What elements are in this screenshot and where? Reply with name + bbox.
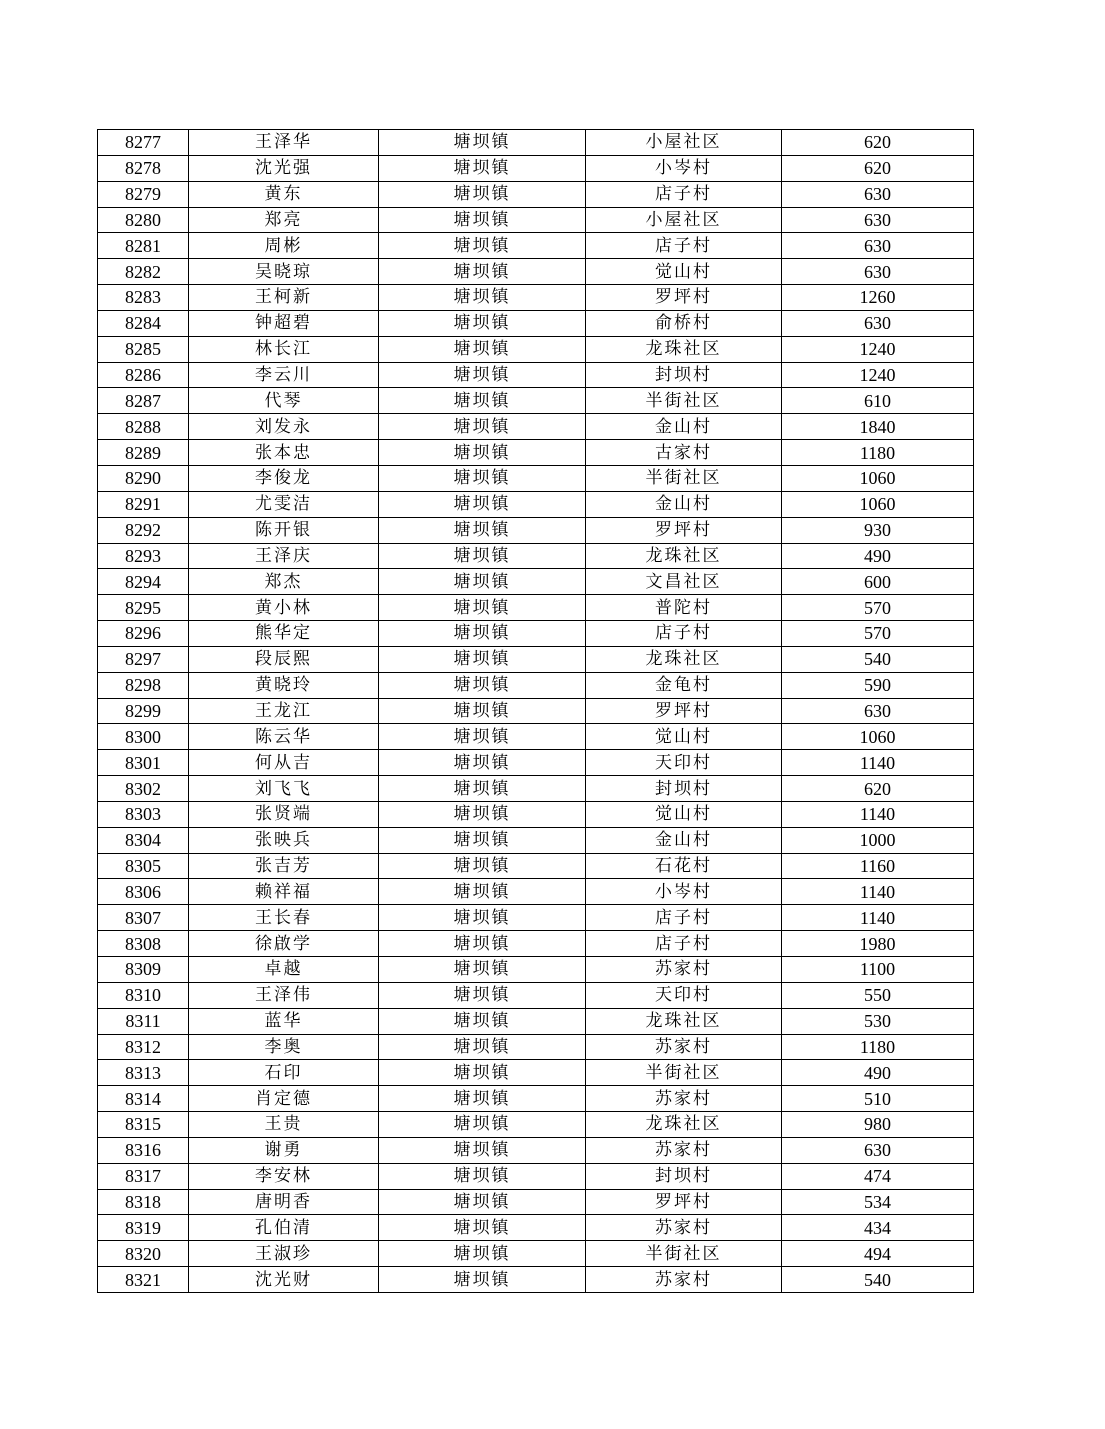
name-cell: 李俊龙 <box>189 465 379 491</box>
village-cell: 金山村 <box>586 491 782 517</box>
amount-cell: 630 <box>782 310 974 336</box>
name-cell: 王龙江 <box>189 698 379 724</box>
name-cell: 何从吉 <box>189 750 379 776</box>
amount-cell: 930 <box>782 517 974 543</box>
serial-number-cell: 8320 <box>98 1241 189 1267</box>
name-cell: 熊华定 <box>189 621 379 647</box>
serial-number-cell: 8314 <box>98 1086 189 1112</box>
table-row <box>98 672 974 698</box>
table-row <box>98 698 974 724</box>
name-cell: 张本忠 <box>189 440 379 466</box>
table-row <box>98 931 974 957</box>
amount-cell: 534 <box>782 1189 974 1215</box>
amount-cell: 630 <box>782 233 974 259</box>
town-cell: 塘坝镇 <box>379 155 586 181</box>
town-cell: 塘坝镇 <box>379 853 586 879</box>
table-row <box>98 1137 974 1163</box>
table-row <box>98 1034 974 1060</box>
amount-cell: 1240 <box>782 362 974 388</box>
serial-number-cell: 8289 <box>98 440 189 466</box>
serial-number-cell: 8297 <box>98 646 189 672</box>
serial-number-cell: 8285 <box>98 336 189 362</box>
village-cell: 苏家村 <box>586 1086 782 1112</box>
village-cell: 天印村 <box>586 982 782 1008</box>
table-row <box>98 1189 974 1215</box>
town-cell: 塘坝镇 <box>379 414 586 440</box>
town-cell: 塘坝镇 <box>379 1137 586 1163</box>
town-cell: 塘坝镇 <box>379 181 586 207</box>
amount-cell: 540 <box>782 1267 974 1293</box>
amount-cell: 550 <box>782 982 974 1008</box>
town-cell: 塘坝镇 <box>379 801 586 827</box>
serial-number-cell: 8311 <box>98 1008 189 1034</box>
serial-number-cell: 8296 <box>98 621 189 647</box>
village-cell: 小屋社区 <box>586 207 782 233</box>
village-cell: 金龟村 <box>586 672 782 698</box>
amount-cell: 1240 <box>782 336 974 362</box>
name-cell: 代琴 <box>189 388 379 414</box>
serial-number-cell: 8281 <box>98 233 189 259</box>
serial-number-cell: 8307 <box>98 905 189 931</box>
name-cell: 石印 <box>189 1060 379 1086</box>
village-cell: 天印村 <box>586 750 782 776</box>
name-cell: 刘发永 <box>189 414 379 440</box>
town-cell: 塘坝镇 <box>379 1112 586 1138</box>
roster-table <box>97 129 974 1293</box>
village-cell: 封坝村 <box>586 776 782 802</box>
village-cell: 店子村 <box>586 233 782 259</box>
serial-number-cell: 8301 <box>98 750 189 776</box>
table-row <box>98 957 974 983</box>
table-row <box>98 259 974 285</box>
amount-cell: 434 <box>782 1215 974 1241</box>
town-cell: 塘坝镇 <box>379 1060 586 1086</box>
serial-number-cell: 8302 <box>98 776 189 802</box>
town-cell: 塘坝镇 <box>379 517 586 543</box>
town-cell: 塘坝镇 <box>379 1189 586 1215</box>
town-cell: 塘坝镇 <box>379 698 586 724</box>
serial-number-cell: 8293 <box>98 543 189 569</box>
village-cell: 苏家村 <box>586 1215 782 1241</box>
town-cell: 塘坝镇 <box>379 543 586 569</box>
amount-cell: 1000 <box>782 827 974 853</box>
amount-cell: 630 <box>782 181 974 207</box>
village-cell: 金山村 <box>586 414 782 440</box>
name-cell: 徐啟学 <box>189 931 379 957</box>
name-cell: 尤雯洁 <box>189 491 379 517</box>
table-row <box>98 905 974 931</box>
village-cell: 觉山村 <box>586 801 782 827</box>
town-cell: 塘坝镇 <box>379 1008 586 1034</box>
village-cell: 小岑村 <box>586 879 782 905</box>
serial-number-cell: 8284 <box>98 310 189 336</box>
town-cell: 塘坝镇 <box>379 233 586 259</box>
name-cell: 王泽伟 <box>189 982 379 1008</box>
serial-number-cell: 8304 <box>98 827 189 853</box>
name-cell: 张贤端 <box>189 801 379 827</box>
amount-cell: 1180 <box>782 440 974 466</box>
table-row <box>98 724 974 750</box>
name-cell: 林长江 <box>189 336 379 362</box>
name-cell: 黄晓玲 <box>189 672 379 698</box>
village-cell: 店子村 <box>586 905 782 931</box>
name-cell: 孔伯清 <box>189 1215 379 1241</box>
table-row <box>98 155 974 181</box>
serial-number-cell: 8282 <box>98 259 189 285</box>
table-row <box>98 465 974 491</box>
table-row <box>98 827 974 853</box>
town-cell: 塘坝镇 <box>379 1086 586 1112</box>
name-cell: 沈光财 <box>189 1267 379 1293</box>
town-cell: 塘坝镇 <box>379 1241 586 1267</box>
table-row <box>98 362 974 388</box>
name-cell: 钟超碧 <box>189 310 379 336</box>
town-cell: 塘坝镇 <box>379 931 586 957</box>
town-cell: 塘坝镇 <box>379 750 586 776</box>
name-cell: 唐明香 <box>189 1189 379 1215</box>
table-row <box>98 621 974 647</box>
serial-number-cell: 8295 <box>98 595 189 621</box>
table-row <box>98 388 974 414</box>
table-row <box>98 130 974 156</box>
village-cell: 苏家村 <box>586 957 782 983</box>
table-row <box>98 776 974 802</box>
serial-number-cell: 8292 <box>98 517 189 543</box>
village-cell: 苏家村 <box>586 1034 782 1060</box>
amount-cell: 620 <box>782 155 974 181</box>
table-row <box>98 285 974 311</box>
name-cell: 王柯新 <box>189 285 379 311</box>
table-row <box>98 1060 974 1086</box>
village-cell: 觉山村 <box>586 259 782 285</box>
table-row <box>98 440 974 466</box>
village-cell: 龙珠社区 <box>586 1008 782 1034</box>
name-cell: 卓越 <box>189 957 379 983</box>
town-cell: 塘坝镇 <box>379 621 586 647</box>
serial-number-cell: 8305 <box>98 853 189 879</box>
table-row <box>98 879 974 905</box>
table-row <box>98 801 974 827</box>
name-cell: 王泽庆 <box>189 543 379 569</box>
name-cell: 刘飞飞 <box>189 776 379 802</box>
serial-number-cell: 8317 <box>98 1163 189 1189</box>
table-row <box>98 1112 974 1138</box>
name-cell: 李奥 <box>189 1034 379 1060</box>
table-row <box>98 1241 974 1267</box>
name-cell: 王长春 <box>189 905 379 931</box>
serial-number-cell: 8287 <box>98 388 189 414</box>
serial-number-cell: 8300 <box>98 724 189 750</box>
name-cell: 沈光强 <box>189 155 379 181</box>
town-cell: 塘坝镇 <box>379 1215 586 1241</box>
amount-cell: 1840 <box>782 414 974 440</box>
town-cell: 塘坝镇 <box>379 827 586 853</box>
serial-number-cell: 8280 <box>98 207 189 233</box>
name-cell: 陈云华 <box>189 724 379 750</box>
name-cell: 郑杰 <box>189 569 379 595</box>
town-cell: 塘坝镇 <box>379 285 586 311</box>
village-cell: 金山村 <box>586 827 782 853</box>
village-cell: 半街社区 <box>586 465 782 491</box>
town-cell: 塘坝镇 <box>379 879 586 905</box>
village-cell: 封坝村 <box>586 1163 782 1189</box>
town-cell: 塘坝镇 <box>379 207 586 233</box>
village-cell: 半街社区 <box>586 1060 782 1086</box>
serial-number-cell: 8310 <box>98 982 189 1008</box>
amount-cell: 1060 <box>782 491 974 517</box>
village-cell: 店子村 <box>586 621 782 647</box>
village-cell: 罗坪村 <box>586 517 782 543</box>
name-cell: 肖定德 <box>189 1086 379 1112</box>
serial-number-cell: 8313 <box>98 1060 189 1086</box>
village-cell: 俞桥村 <box>586 310 782 336</box>
village-cell: 古家村 <box>586 440 782 466</box>
amount-cell: 1260 <box>782 285 974 311</box>
name-cell: 陈开银 <box>189 517 379 543</box>
amount-cell: 490 <box>782 1060 974 1086</box>
amount-cell: 1060 <box>782 465 974 491</box>
town-cell: 塘坝镇 <box>379 310 586 336</box>
table-row <box>98 1086 974 1112</box>
amount-cell: 570 <box>782 595 974 621</box>
serial-number-cell: 8312 <box>98 1034 189 1060</box>
amount-cell: 1980 <box>782 931 974 957</box>
serial-number-cell: 8299 <box>98 698 189 724</box>
village-cell: 小屋社区 <box>586 130 782 156</box>
village-cell: 店子村 <box>586 931 782 957</box>
town-cell: 塘坝镇 <box>379 362 586 388</box>
amount-cell: 1180 <box>782 1034 974 1060</box>
village-cell: 普陀村 <box>586 595 782 621</box>
town-cell: 塘坝镇 <box>379 724 586 750</box>
amount-cell: 620 <box>782 130 974 156</box>
serial-number-cell: 8277 <box>98 130 189 156</box>
table-row <box>98 517 974 543</box>
table-row <box>98 310 974 336</box>
name-cell: 王贵 <box>189 1112 379 1138</box>
name-cell: 谢勇 <box>189 1137 379 1163</box>
amount-cell: 600 <box>782 569 974 595</box>
town-cell: 塘坝镇 <box>379 1267 586 1293</box>
village-cell: 半街社区 <box>586 1241 782 1267</box>
table-row <box>98 414 974 440</box>
serial-number-cell: 8288 <box>98 414 189 440</box>
name-cell: 黄小林 <box>189 595 379 621</box>
table-row <box>98 982 974 1008</box>
table-row <box>98 853 974 879</box>
town-cell: 塘坝镇 <box>379 569 586 595</box>
town-cell: 塘坝镇 <box>379 336 586 362</box>
village-cell: 罗坪村 <box>586 698 782 724</box>
table-row <box>98 336 974 362</box>
serial-number-cell: 8290 <box>98 465 189 491</box>
table-row <box>98 1163 974 1189</box>
amount-cell: 1100 <box>782 957 974 983</box>
serial-number-cell: 8278 <box>98 155 189 181</box>
name-cell: 赖祥福 <box>189 879 379 905</box>
amount-cell: 494 <box>782 1241 974 1267</box>
town-cell: 塘坝镇 <box>379 130 586 156</box>
name-cell: 郑亮 <box>189 207 379 233</box>
table-row <box>98 750 974 776</box>
town-cell: 塘坝镇 <box>379 259 586 285</box>
table-row <box>98 595 974 621</box>
name-cell: 黄东 <box>189 181 379 207</box>
amount-cell: 1140 <box>782 879 974 905</box>
serial-number-cell: 8283 <box>98 285 189 311</box>
town-cell: 塘坝镇 <box>379 672 586 698</box>
town-cell: 塘坝镇 <box>379 491 586 517</box>
village-cell: 罗坪村 <box>586 1189 782 1215</box>
name-cell: 吴晓琼 <box>189 259 379 285</box>
serial-number-cell: 8321 <box>98 1267 189 1293</box>
town-cell: 塘坝镇 <box>379 776 586 802</box>
table-row <box>98 569 974 595</box>
village-cell: 封坝村 <box>586 362 782 388</box>
serial-number-cell: 8306 <box>98 879 189 905</box>
amount-cell: 1140 <box>782 750 974 776</box>
serial-number-cell: 8315 <box>98 1112 189 1138</box>
serial-number-cell: 8316 <box>98 1137 189 1163</box>
village-cell: 龙珠社区 <box>586 543 782 569</box>
amount-cell: 490 <box>782 543 974 569</box>
serial-number-cell: 8308 <box>98 931 189 957</box>
table-row <box>98 1267 974 1293</box>
amount-cell: 630 <box>782 207 974 233</box>
town-cell: 塘坝镇 <box>379 982 586 1008</box>
town-cell: 塘坝镇 <box>379 1034 586 1060</box>
name-cell: 张映兵 <box>189 827 379 853</box>
town-cell: 塘坝镇 <box>379 440 586 466</box>
village-cell: 龙珠社区 <box>586 646 782 672</box>
amount-cell: 630 <box>782 1137 974 1163</box>
village-cell: 龙珠社区 <box>586 336 782 362</box>
village-cell: 苏家村 <box>586 1267 782 1293</box>
amount-cell: 570 <box>782 621 974 647</box>
amount-cell: 620 <box>782 776 974 802</box>
town-cell: 塘坝镇 <box>379 646 586 672</box>
village-cell: 龙珠社区 <box>586 1112 782 1138</box>
amount-cell: 610 <box>782 388 974 414</box>
serial-number-cell: 8291 <box>98 491 189 517</box>
village-cell: 店子村 <box>586 181 782 207</box>
name-cell: 周彬 <box>189 233 379 259</box>
village-cell: 觉山村 <box>586 724 782 750</box>
name-cell: 李安林 <box>189 1163 379 1189</box>
village-cell: 半街社区 <box>586 388 782 414</box>
serial-number-cell: 8303 <box>98 801 189 827</box>
table-row <box>98 207 974 233</box>
serial-number-cell: 8294 <box>98 569 189 595</box>
amount-cell: 630 <box>782 698 974 724</box>
table-row <box>98 181 974 207</box>
amount-cell: 630 <box>782 259 974 285</box>
name-cell: 王泽华 <box>189 130 379 156</box>
serial-number-cell: 8298 <box>98 672 189 698</box>
amount-cell: 1060 <box>782 724 974 750</box>
serial-number-cell: 8279 <box>98 181 189 207</box>
village-cell: 石花村 <box>586 853 782 879</box>
village-cell: 苏家村 <box>586 1137 782 1163</box>
name-cell: 王淑珍 <box>189 1241 379 1267</box>
town-cell: 塘坝镇 <box>379 388 586 414</box>
table-row <box>98 543 974 569</box>
name-cell: 蓝华 <box>189 1008 379 1034</box>
village-cell: 小岑村 <box>586 155 782 181</box>
amount-cell: 590 <box>782 672 974 698</box>
amount-cell: 1140 <box>782 905 974 931</box>
amount-cell: 530 <box>782 1008 974 1034</box>
serial-number-cell: 8319 <box>98 1215 189 1241</box>
town-cell: 塘坝镇 <box>379 465 586 491</box>
amount-cell: 474 <box>782 1163 974 1189</box>
table-row <box>98 1008 974 1034</box>
table-row <box>98 233 974 259</box>
roster-table-body <box>98 130 974 1293</box>
name-cell: 李云川 <box>189 362 379 388</box>
name-cell: 段辰熙 <box>189 646 379 672</box>
table-row <box>98 646 974 672</box>
town-cell: 塘坝镇 <box>379 905 586 931</box>
amount-cell: 1140 <box>782 801 974 827</box>
table-row <box>98 491 974 517</box>
serial-number-cell: 8309 <box>98 957 189 983</box>
village-cell: 文昌社区 <box>586 569 782 595</box>
amount-cell: 510 <box>782 1086 974 1112</box>
amount-cell: 540 <box>782 646 974 672</box>
town-cell: 塘坝镇 <box>379 595 586 621</box>
town-cell: 塘坝镇 <box>379 1163 586 1189</box>
village-cell: 罗坪村 <box>586 285 782 311</box>
amount-cell: 980 <box>782 1112 974 1138</box>
table-row <box>98 1215 974 1241</box>
amount-cell: 1160 <box>782 853 974 879</box>
town-cell: 塘坝镇 <box>379 957 586 983</box>
serial-number-cell: 8286 <box>98 362 189 388</box>
serial-number-cell: 8318 <box>98 1189 189 1215</box>
name-cell: 张吉芳 <box>189 853 379 879</box>
